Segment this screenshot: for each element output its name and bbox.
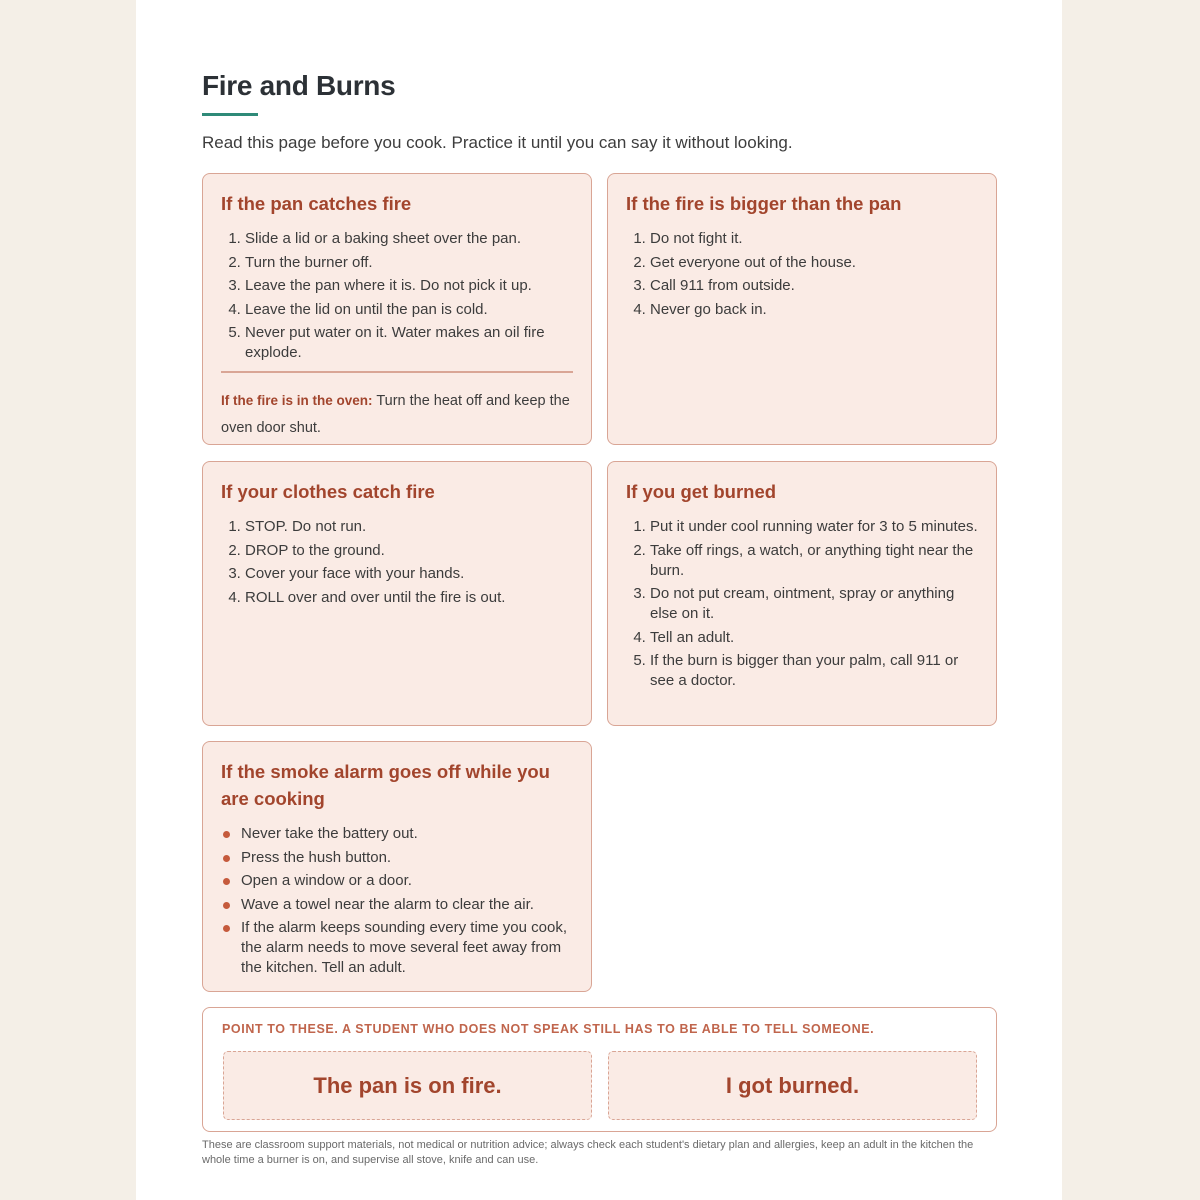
step-item: 2. DROP to the ground. bbox=[245, 541, 573, 561]
list-item: If the alarm keeps sounding every time you cook, the alarm needs to move several feet away from the kitchen. Tell an adult. bbox=[221, 918, 573, 978]
oven-note-label: If the fire is in the oven: bbox=[221, 392, 373, 408]
card-smoke-alarm bbox=[202, 741, 592, 992]
steps-list bbox=[626, 517, 978, 691]
phrase-card-got-burned[interactable]: I got burned. bbox=[608, 1051, 977, 1120]
card-heading: If the pan catches fire bbox=[221, 193, 412, 214]
steps-list bbox=[221, 229, 573, 363]
bullet-dot-icon bbox=[223, 855, 230, 862]
step-item: 4. Leave the lid on until the pan is cold. bbox=[245, 300, 573, 320]
list-item: Press the hush button. bbox=[221, 848, 573, 868]
phrase-card-pan-on-fire[interactable]: The pan is on fire. bbox=[223, 1051, 592, 1120]
page-title: Fire and Burns bbox=[202, 70, 396, 101]
title-underline bbox=[202, 113, 258, 116]
step-item: 4. ROLL over and over until the fire is out. bbox=[245, 588, 573, 608]
step-item: 4. Never go back in. bbox=[650, 300, 978, 320]
list-item: Never take the battery out. bbox=[221, 824, 573, 844]
step-item: 1. STOP. Do not run. bbox=[245, 517, 573, 537]
step-item: 1. Do not fight it. bbox=[650, 229, 978, 249]
card-divider bbox=[221, 371, 573, 373]
card-heading: If the smoke alarm goes off while you are cooking bbox=[221, 761, 550, 809]
step-item: 2. Get everyone out of the house. bbox=[650, 253, 978, 273]
card-heading: If your clothes catch fire bbox=[221, 481, 435, 502]
point-to-header: POINT TO THESE. A STUDENT WHO DOES NOT SPEAK STILL HAS TO BE ABLE TO TELL SOMEONE. bbox=[222, 1022, 875, 1036]
step-item: 5. Never put water on it. Water makes an oil fire explode. bbox=[245, 323, 573, 363]
card-clothes-fire bbox=[202, 461, 592, 726]
step-item: 1. Slide a lid or a baking sheet over the pan. bbox=[245, 229, 573, 249]
step-item: 3. Do not put cream, ointment, spray or anything else on it. bbox=[650, 584, 978, 624]
worksheet-page bbox=[136, 0, 1062, 1200]
bullet-dot-icon bbox=[223, 902, 230, 909]
card-burned bbox=[607, 461, 997, 726]
card-pan-fire bbox=[202, 173, 592, 445]
step-item: 4. Tell an adult. bbox=[650, 628, 978, 648]
step-item: 3. Leave the pan where it is. Do not pick it up. bbox=[245, 276, 573, 296]
list-item: Wave a towel near the alarm to clear the air. bbox=[221, 895, 573, 915]
card-big-fire bbox=[607, 173, 997, 445]
step-item: 5. If the burn is bigger than your palm, call 911 or see a doctor. bbox=[650, 651, 978, 691]
intro-text: Read this page before you cook. Practice it until you can say it without looking. bbox=[202, 133, 793, 152]
step-item: 1. Put it under cool running water for 3 to 5 minutes. bbox=[650, 517, 978, 537]
bullet-list bbox=[221, 824, 573, 978]
point-to-panel bbox=[202, 1007, 997, 1132]
card-heading: If you get burned bbox=[626, 481, 777, 502]
bullet-dot-icon bbox=[223, 925, 230, 932]
bullet-dot-icon bbox=[223, 831, 230, 838]
steps-list bbox=[626, 229, 978, 320]
steps-list bbox=[221, 517, 573, 608]
list-item: Open a window or a door. bbox=[221, 871, 573, 891]
step-item: 2. Turn the burner off. bbox=[245, 253, 573, 273]
card-heading: If the fire is bigger than the pan bbox=[626, 193, 902, 214]
disclaimer-footer: These are classroom support materials, not medical or nutrition advice; always check each student's dietary plan and allergies, keep an adult in the kitchen the whole time a burner is on, and supervise all stove, knife and can use. bbox=[202, 1139, 974, 1166]
bullet-dot-icon bbox=[223, 878, 230, 885]
step-item: 2. Take off rings, a watch, or anything tight near the burn. bbox=[650, 541, 978, 581]
oven-note bbox=[221, 387, 573, 442]
step-item: 3. Cover your face with your hands. bbox=[245, 564, 573, 584]
oven-note-text: Turn the heat off and keep the oven door shut. bbox=[221, 392, 570, 436]
step-item: 3. Call 911 from outside. bbox=[650, 276, 978, 296]
